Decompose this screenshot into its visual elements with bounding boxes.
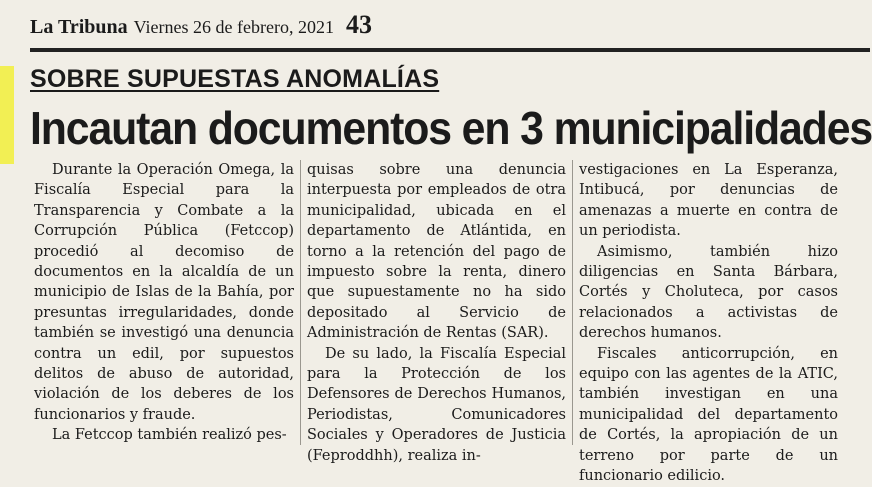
article-headline: Incautan documentos en 3 municipalidades xyxy=(30,102,872,154)
masthead-rule xyxy=(30,48,870,52)
issue-date: Viernes 26 de febrero, 2021 xyxy=(133,17,334,37)
page-number: 43 xyxy=(346,10,372,39)
highlighter-mark xyxy=(0,66,14,164)
article-kicker: SOBRE SUPUESTAS ANOMALÍAS xyxy=(30,65,440,93)
paragraph: La Fetccop también realizó pes- xyxy=(52,427,287,444)
paragraph: De su lado, la Fiscalía Especial para la Protección de los Defensores de Derechos Humanos, Periodistas, Comunicadores Sociales y Operadores de Justicia (Feproddhh), realiza in- xyxy=(307,345,566,464)
article-column-3 xyxy=(572,160,844,485)
paragraph: vestigaciones en La Esperanza, Intibucá, por denuncias de amenazas a muerte en contra de un periodista. xyxy=(579,162,838,240)
paragraph: quisas sobre una denuncia interpuesta por empleados de otra municipalidad, ubicada en el departamento de Atlántida, en torno a la retención del pago de impuesto sobre la renta, dinero que supuestamente no ha sido depositado al Servicio de Administración de Rentas (SAR). xyxy=(307,162,566,342)
article-body xyxy=(28,160,858,485)
paragraph: Asimismo, también hizo diligencias en Santa Bárbara, Cortés y Choluteca, por casos relacionados a activistas de derechos humanos. xyxy=(579,243,838,342)
masthead xyxy=(30,10,850,48)
paragraph: Fiscales anticorrupción, en equipo con las agentes de la ATIC, también investigan en una municipalidad del departamento de Cortés, la apropiación de un terreno por parte de un funcionario edilicio. xyxy=(579,345,838,485)
article-column-1 xyxy=(28,160,300,445)
article-column-2 xyxy=(300,160,572,464)
newspaper-name: La Tribuna xyxy=(30,16,128,38)
paragraph: Durante la Operación Omega, la Fiscalía Especial para la Transparencia y Combate a la Corrupción Pública (Fetccop) procedió al decomiso de documentos en la alcaldía de un municipio de Islas de la Bahía, por presuntas irregularidades, donde también se investigó una denuncia contra un edil, por supuestos delitos de abuso de autoridad, violación de los deberes de los funcionarios y fraude. xyxy=(34,162,294,423)
